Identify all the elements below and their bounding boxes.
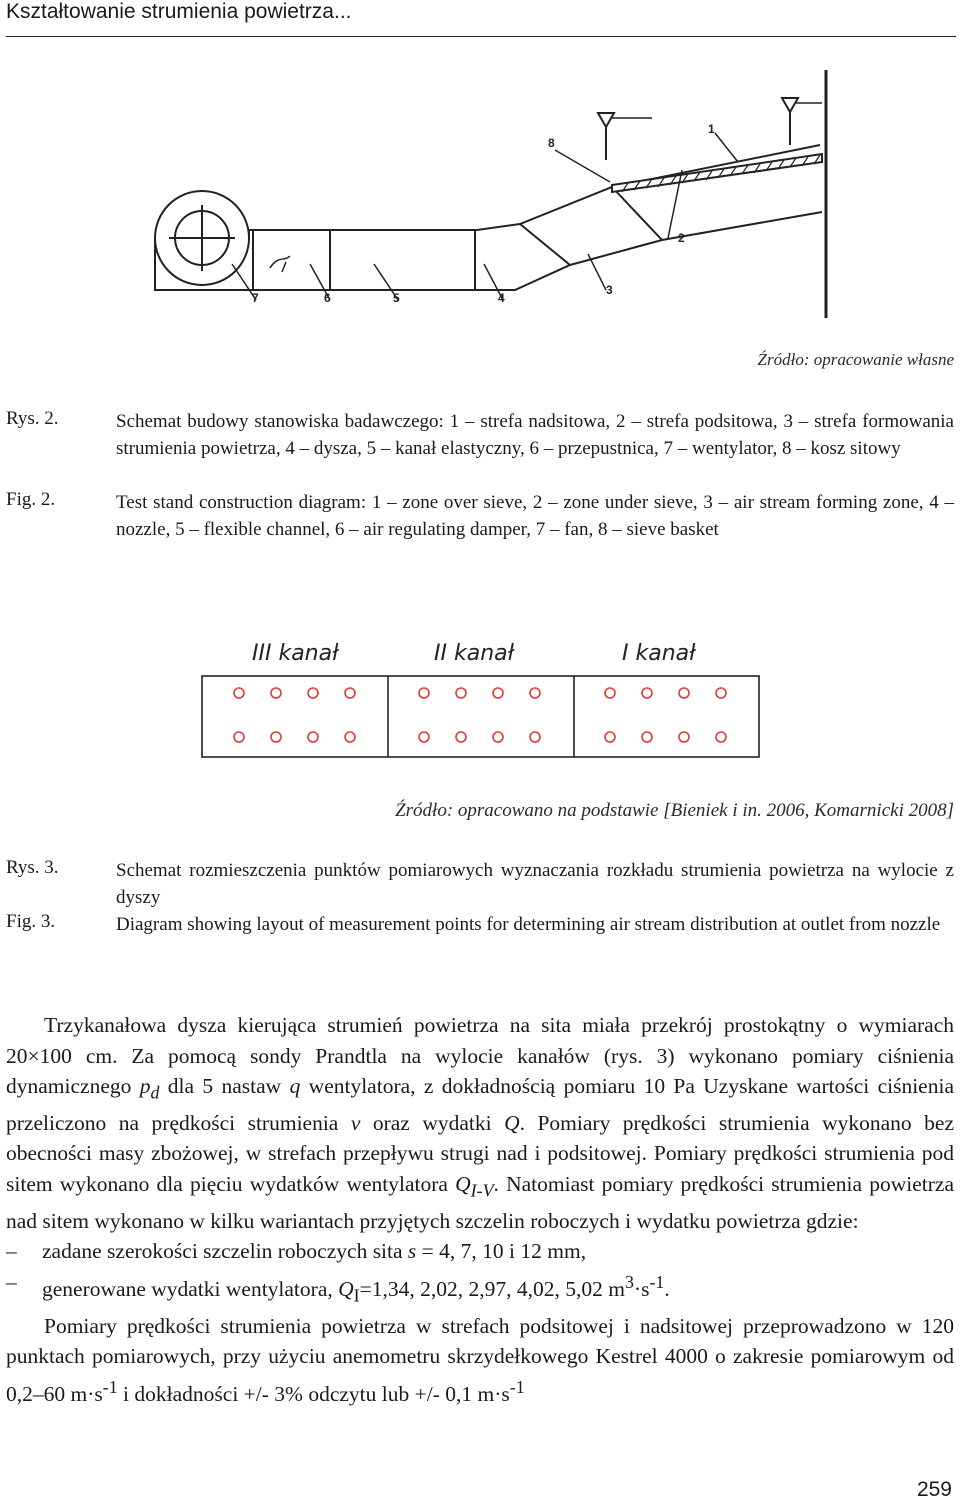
measurement-point <box>642 732 652 742</box>
fig2-caption-pl: Schemat budowy stanowiska badawczego: 1 – strefa nadsitowa, 2 – strefa podsitowa, 3 – strefa formowania strumienia powietrza, 4 – dysza, 5 – kanał elastyczny, 6 – przepustnica, 7 – wentylator, 8 – kosz sitowy <box>116 411 954 459</box>
measurement-point <box>234 732 244 742</box>
fig2-source: Źródło: opracowanie własne <box>757 350 954 369</box>
fig3-caption-en: Diagram showing layout of measurement points for determining air stream distribution at outlet from nozzle <box>116 914 941 935</box>
running-header: Kształtowanie strumienia powietrza... <box>6 0 352 23</box>
measurement-point <box>419 732 429 742</box>
measurement-point <box>345 732 355 742</box>
fig2-callout-numbers <box>252 122 715 305</box>
measurement-point <box>716 732 726 742</box>
measurement-point <box>271 732 281 742</box>
measurement-point <box>716 688 726 698</box>
measurement-point <box>456 732 466 742</box>
callout-6: 6 <box>324 291 331 305</box>
list-item-flows: – generowane wydatki wentylatora, $Q_I=1,34$, 2,02, 2,97, 4,02, 5,02 $m^3\cdot s^{-1}$. <box>6 1269 670 1306</box>
measurement-point <box>530 732 540 742</box>
fig3-caption-en-label: Fig. 3. <box>6 911 56 932</box>
measurement-point <box>234 688 244 698</box>
channel-label-iii: III kanał <box>252 641 339 666</box>
callout-2: 2 <box>678 231 685 245</box>
measurement-points <box>234 688 726 742</box>
measurement-point <box>493 688 503 698</box>
duct-top <box>249 145 820 238</box>
fig2-caption-en-label: Fig. 2. <box>6 489 56 510</box>
measurement-point <box>605 732 615 742</box>
paragraph-2: Pomiary prędkości strumienia powietrza w strefach podsitowej i nadsitowej przeprowadzono w 120 punktach pomiarowych, przy użyciu anemometru skrzydełkowego Kestrel 4000 o zakresie pomiarowym od 0,2–60 $m\cdot s^{-1}$ i dokładności +/- 3% odczytu lub +/- 0,1 $m\cdot s^{-1}$ <box>6 1313 954 1406</box>
fig2-diagram <box>155 70 826 318</box>
fig2-caption-en: Test stand construction diagram: 1 – zone over sieve, 2 – zone under sieve, 3 – air stream forming zone, 4 – nozzle, 5 – flexible channel, 6 – air regulating damper, 7 – fan, 8 – sieve basket <box>116 492 954 540</box>
callout-5: 5 <box>393 291 400 305</box>
nozzle-outlet <box>202 676 759 757</box>
sieve <box>612 154 822 192</box>
measurement-point <box>679 732 689 742</box>
callout-8: 8 <box>548 136 555 150</box>
measurement-point <box>642 688 652 698</box>
measurement-point <box>493 732 503 742</box>
body-text <box>6 1010 954 1409</box>
measurement-point <box>679 688 689 698</box>
fig3-caption-pl-label: Rys. 3. <box>6 857 59 878</box>
page-number: 259 <box>916 1478 952 1501</box>
measurement-point <box>419 688 429 698</box>
measurement-point <box>308 732 318 742</box>
channel-label-i: I kanał <box>622 641 696 666</box>
list-item-gaps: – zadane szerokości szczelin roboczych sita s = 4, 7, 10 i 12 mm, <box>6 1239 587 1264</box>
channel-label-ii: II kanał <box>434 641 514 666</box>
fig3-source: Źródło: opracowano na podstawie [Bieniek i in. 2006, Komarnicki 2008] <box>395 800 954 821</box>
measurement-point <box>271 688 281 698</box>
measurement-point <box>605 688 615 698</box>
callout-7: 7 <box>252 291 259 305</box>
measurement-point <box>345 688 355 698</box>
paragraph-1: Trzykanałowa dysza kierująca strumień powietrza na sita miała przekrój prostokątny o wymiarach 20×100 cm. Za pomocą sondy Prandtla na wylocie kanałów (rys. 3) wykonano pomiary ciśnienia dynamicznego $p_d$ dla 5 nastaw q wentylatora, z dokładnością pomiaru 10 Pa Uzyskane wartości ciśnienia przeliczono na prędkości strumienia v oraz wydatki Q. Pomiary prędkości strumienia wykonano bez obecności masy zbożowej, w strefach przepływu strugi nad i podsitowej. Pomiary prędkości strumienia pod sitem wykonano dla pięciu wydatków wentylatora $Q_{I-V}$. Natomiast pomiary prędkości strumienia powietrza nad sitem wykonano w kilku wariantach przyjętych szczelin roboczych i wydatku powietrza gdzie: <box>6 1013 954 1233</box>
measurement-point <box>456 688 466 698</box>
fig2-caption-pl-label: Rys. 2. <box>6 408 59 429</box>
measurement-point <box>308 688 318 698</box>
fig3-diagram <box>202 641 759 757</box>
callout-3: 3 <box>606 283 613 297</box>
measurement-point <box>530 688 540 698</box>
callout-1: 1 <box>708 122 715 136</box>
fig3-caption-pl: Schemat rozmieszczenia punktów pomiarowych wyznaczania rozkładu strumienia powietrza na wylocie z dyszy <box>116 860 954 908</box>
duct-bottom <box>155 212 822 290</box>
callout-4: 4 <box>498 291 505 305</box>
